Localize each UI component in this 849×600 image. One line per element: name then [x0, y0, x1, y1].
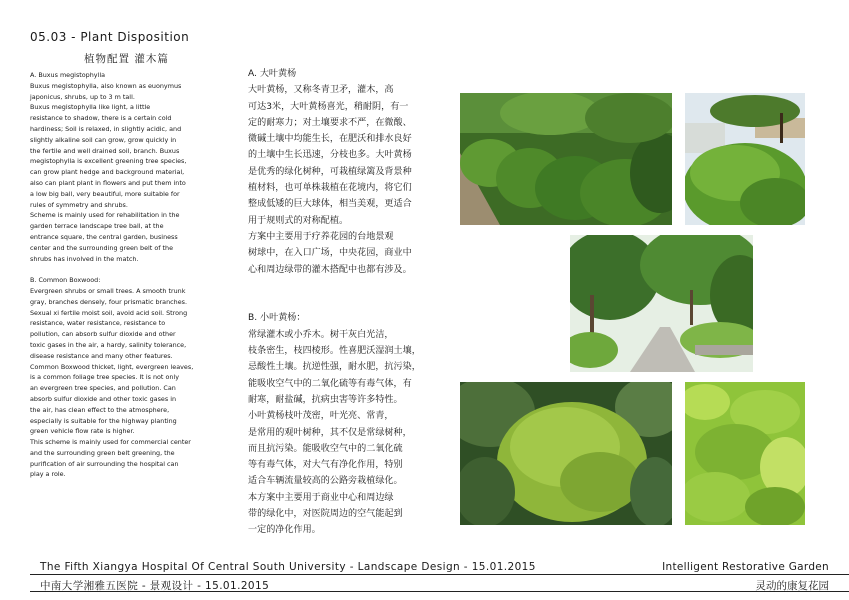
chinese-text-line: 方案中主要用于疗养花园的台地景观: [248, 231, 394, 242]
chinese-text-line: 适合车辆流量较高的公路旁栽植绿化。: [248, 476, 403, 487]
photo-leaf-closeup: [685, 382, 805, 525]
english-text-line: hardiness; Soil is relaxed, in slightly acidic, and: [30, 124, 182, 133]
english-text-line: an evergreen tree species, and pollution. Can: [30, 384, 176, 393]
english-text-line: entrance square, the central garden, business: [30, 232, 178, 241]
chinese-text-line: 小叶黄杨枝叶茂密，叶光亮、常青，: [248, 411, 394, 422]
english-text-line: play a role.: [30, 470, 66, 479]
chinese-text-line: [248, 294, 434, 310]
english-text-line: rules of symmetry and shrubs.: [30, 200, 128, 209]
english-text-line: green vehicle flow rate is higher.: [30, 427, 135, 436]
chinese-text-line: 植材料，也可单株栽植在花境内，将它们: [248, 183, 412, 194]
chinese-text-line: 本方案中主要用于商业中心和周边绿: [248, 492, 394, 503]
photo-hedge-row: [460, 93, 672, 225]
chinese-text-line: 而且抗污染。能吸收空气中的二氧化硫: [248, 443, 403, 454]
english-text-line: megistophylla is excellent greening tree species,: [30, 157, 187, 166]
chinese-text-line: 微碱土壤中均能生长，在肥沃和排水良好: [248, 134, 412, 145]
english-text-line: Common Boxwood thicket, light, evergreen leaves,: [30, 362, 194, 371]
english-text-line: is a common foliage tree species. It is not only: [30, 373, 179, 382]
chinese-text-line: 一定的净化作用。: [248, 525, 321, 536]
photo-round-shrub: [460, 382, 672, 525]
chinese-text-line: 是优秀的绿化树种，可栽植绿篱及背景种: [248, 166, 412, 177]
english-text-line: Buxus megistophylla, also known as euonymus: [30, 81, 182, 90]
english-description: [30, 70, 220, 480]
footer-theme-cn: 灵动的康复花园: [755, 580, 829, 592]
chinese-text-line: 枝条密生，枝四棱形。性喜肥沃湿润土壤，: [248, 346, 421, 357]
chinese-text-line: 的土壤中生长迅速，分枝也多。大叶黄杨: [248, 150, 412, 161]
chinese-text-line: 能吸收空气中的二氧化硫等有毒气体，有: [248, 378, 412, 389]
english-text-line: absorb sulfur dioxide and other toxic gases in: [30, 394, 177, 403]
english-text-line: slightly alkaline soil can grow, grow quickly in: [30, 135, 177, 144]
english-text-line: Buxus megistophylla like light, a little: [30, 103, 151, 112]
english-text-line: This scheme is mainly used for commercial center: [30, 438, 191, 447]
english-text-line: center and the surrounding green belt of the: [30, 243, 173, 252]
english-text-line: resistance to shadow, there is a certain cold: [30, 114, 172, 123]
english-text-line: pollution, can absorb sulfur dioxide and other: [30, 330, 176, 339]
english-text-line: A. Buxus megistophylla: [30, 71, 106, 79]
section-subtitle: 植物配置 灌木篇: [84, 53, 169, 65]
chinese-text-line: 树球中，在入口广场，中央花园，商业中: [248, 248, 412, 259]
english-text-line: garden terrace landscape tree ball, at the: [30, 222, 164, 231]
chinese-text-line: 带的绿化中，对医院周边的空气能起到: [248, 509, 403, 520]
chinese-description: [248, 66, 434, 539]
chinese-text-line: 大叶黄杨，又称冬青卫矛，灌木，高: [248, 85, 394, 96]
footer-divider-top: [30, 574, 849, 575]
english-text-line: japonicus, shrubs, up to 3 m tall.: [30, 92, 135, 101]
section-title: 05.03 - Plant Disposition: [30, 30, 190, 44]
chinese-text-line: A. 大叶黄杨: [248, 69, 297, 79]
english-text-line: shrubs has involved in the match.: [30, 254, 139, 263]
english-text-line: especially is suitable for the highway planting: [30, 416, 177, 425]
footer-project-en: The Fifth Xiangya Hospital Of Central South University - Landscape Design - 15.01.2015: [40, 561, 536, 573]
chinese-text-line: 定的耐寒力；对土壤要求不严，在微酸、: [248, 117, 412, 128]
english-text-line: and the surrounding green belt greening, the: [30, 448, 175, 457]
chinese-text-line: 心和周边绿带的灌木搭配中也都有涉及。: [248, 264, 412, 275]
english-text-line: Evergreen shrubs or small trees. A smooth trunk: [30, 286, 186, 295]
footer-project-cn: 中南大学湘雅五医院 - 景观设计 - 15.01.2015: [40, 580, 270, 592]
english-text-line: [30, 264, 220, 275]
chinese-text-line: 等有毒气体，对大气有净化作用，特别: [248, 460, 403, 471]
english-text-line: also can plant plant in flowers and put them into: [30, 178, 186, 187]
footer-theme-en: Intelligent Restorative Garden: [662, 561, 829, 573]
chinese-text-line: 是常用的观叶树种，其不仅是常绿树种，: [248, 427, 412, 438]
photo-hedge-trees: [685, 93, 805, 225]
english-text-line: resistance, water resistance, resistance to: [30, 319, 166, 328]
chinese-text-line: 可达3米，大叶黄杨喜光，稍耐阴，有一: [248, 101, 409, 112]
english-text-line: purification of air surrounding the hospital can: [30, 459, 179, 468]
chinese-text-line: 耐寒，耐盐碱，抗病虫害等许多特性。: [248, 394, 403, 405]
english-text-line: gray, branches densely, four prismatic branches.: [30, 297, 188, 306]
english-text-line: a low big ball, very beautiful, more suitable for: [30, 189, 180, 198]
photo-garden-path: [570, 235, 753, 372]
english-text-line: the fertile and well drained soil, branch. Buxus: [30, 146, 180, 155]
english-text-line: B. Common Boxwood:: [30, 276, 101, 285]
english-text-line: Sexual xi fertile moist soil, avoid acid soil. Strong: [30, 308, 188, 317]
chinese-text-line: 常绿灌木或小乔木。树干灰白光洁，: [248, 329, 394, 340]
chinese-text-line: 忌酸性土壤。抗逆性强，耐水肥，抗污染，: [248, 362, 421, 373]
english-text-line: the air, has clean effect to the atmosphere,: [30, 405, 170, 414]
english-text-line: Scheme is mainly used for rehabilitation in the: [30, 211, 180, 220]
english-text-line: toxic gases in the air, a hardy, salinity tolerance,: [30, 340, 187, 349]
chinese-text-line: 用于规则式的对称配植。: [248, 215, 349, 226]
english-text-line: can grow plant hedge and background material,: [30, 168, 185, 177]
english-text-line: disease resistance and many other features.: [30, 351, 173, 360]
chinese-text-line: [248, 278, 434, 294]
chinese-text-line: 整成低矮的巨大球体，相当美观，更适合: [248, 199, 412, 210]
chinese-text-line: B. 小叶黄杨：: [248, 313, 306, 324]
